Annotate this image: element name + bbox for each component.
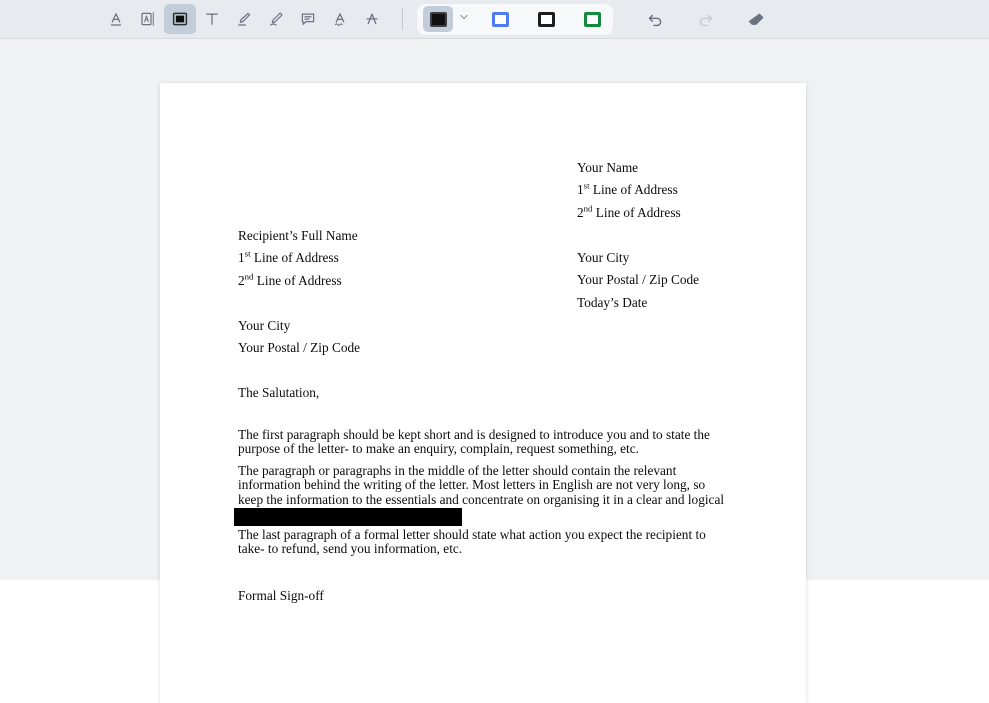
green-outline-swatch[interactable]	[577, 6, 607, 32]
text-box-icon	[203, 10, 221, 28]
toolbar-separator	[402, 8, 403, 30]
pen-draw-tool[interactable]	[260, 4, 292, 34]
recipient-address-line-2: 2nd Line of Address	[238, 271, 342, 288]
sender-address-line-2: 2nd Line of Address	[577, 203, 681, 220]
comment-note-tool[interactable]	[292, 4, 324, 34]
sender-name: Your Name	[577, 160, 639, 175]
filled-square-icon	[430, 12, 447, 27]
sender-address-line-1: 1st Line of Address	[577, 180, 678, 198]
outline-square-icon	[538, 12, 555, 27]
undo-button[interactable]	[639, 4, 671, 34]
black-outline-swatch[interactable]	[531, 6, 561, 32]
squiggly-underline-icon	[331, 10, 349, 28]
letter-date: Today’s Date	[577, 295, 648, 310]
select-text-tool[interactable]	[132, 4, 164, 34]
strikethrough-text-tool[interactable]	[356, 4, 388, 34]
letter-paragraph-3: The last paragraph of a formal letter should state what action you expect the recipient to take- to refund, send you information, etc.	[238, 527, 706, 557]
squiggly-underline-tool[interactable]	[324, 4, 356, 34]
sender-address-block	[577, 157, 699, 291]
underline-text-tool[interactable]	[100, 4, 132, 34]
redact-box-icon	[171, 10, 189, 28]
recipient-postal: Your Postal / Zip Code	[238, 340, 361, 356]
sender-city: Your City	[577, 249, 630, 265]
select-text-icon	[139, 10, 157, 28]
redaction-bar[interactable]	[234, 508, 462, 526]
letter-paragraph-2: The paragraph or paragraphs in the middle of the letter should contain the relevant information behind the writing of the letter. Most letters in English are not very long, so keep the information to the essentials and concentrate on organising it in a clear and logical	[238, 463, 725, 507]
color-dropdown-button[interactable]	[455, 6, 473, 32]
recipient-name: Recipient’s Full Name	[238, 228, 358, 243]
eraser-button[interactable]	[739, 4, 771, 34]
undo-icon	[646, 10, 665, 29]
recipient-city: Your City	[238, 317, 291, 333]
letter-body	[160, 83, 806, 703]
strikethrough-text-icon	[363, 10, 381, 28]
letter-paragraph-1: The first paragraph should be kept short and is designed to introduce you and to state the purpose of the letter- to make an enquiry, complain, request something, etc.	[238, 427, 710, 457]
eraser-icon	[746, 10, 765, 29]
annotation-toolbar	[0, 0, 989, 39]
chevron-down-icon	[458, 10, 470, 28]
outline-square-icon	[492, 12, 509, 27]
letter-signoff: Formal Sign-off	[238, 588, 324, 603]
redo-button[interactable]	[689, 4, 721, 34]
sender-postal: Your Postal / Zip Code	[577, 272, 700, 288]
blue-outline-swatch[interactable]	[485, 6, 515, 32]
highlighter-pen-tool[interactable]	[228, 4, 260, 34]
underline-text-icon	[107, 10, 125, 28]
redo-icon	[696, 10, 715, 29]
recipient-address-line-1: 1st Line of Address	[238, 248, 339, 266]
pen-draw-icon	[267, 10, 285, 28]
black-filled-swatch[interactable]	[423, 6, 453, 32]
color-swatch-group	[417, 4, 613, 35]
letter-salutation: The Salutation,	[238, 385, 320, 400]
document-canvas[interactable]	[0, 39, 989, 603]
highlighter-pen-icon	[235, 10, 253, 28]
comment-note-icon	[299, 10, 317, 28]
outline-square-icon	[584, 12, 601, 27]
text-box-tool[interactable]	[196, 4, 228, 34]
redact-box-tool[interactable]	[164, 4, 196, 34]
recipient-address-block	[238, 225, 360, 359]
document-page[interactable]	[160, 83, 806, 703]
